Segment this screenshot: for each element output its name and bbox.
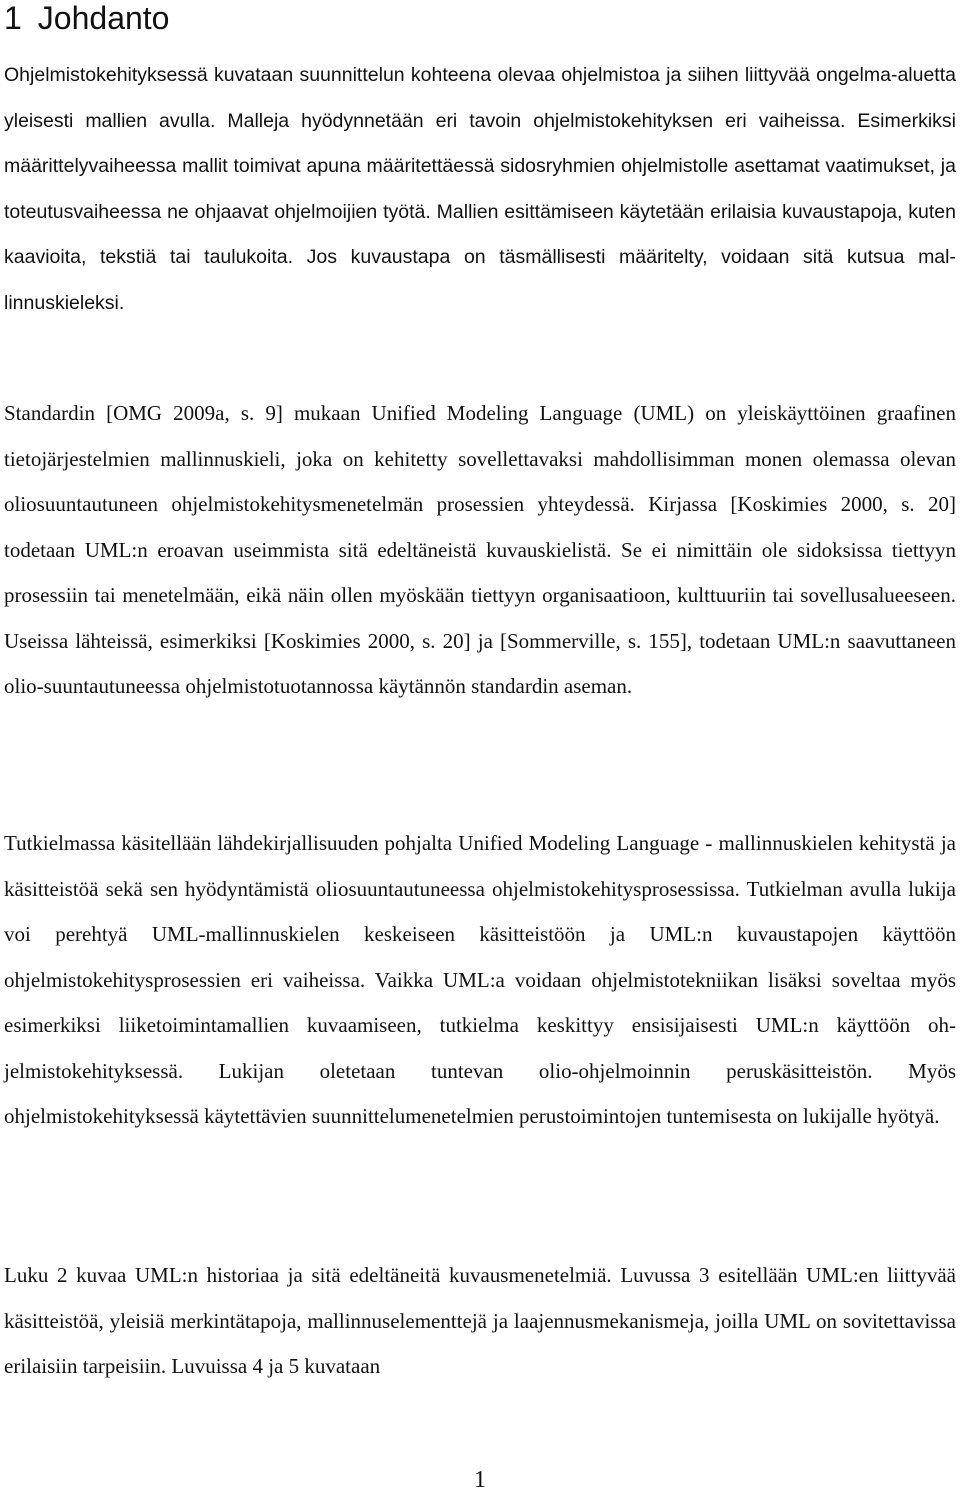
page-number: 1 <box>474 1467 486 1493</box>
paragraph-uml-standard: Standardin [OMG 2009a, s. 9] mukaan Unified Modeling Language (UML) on yleiskäyttöinen graafinen tietojärjestelmien mallinnuskieli, joka on kehitetty sovellettavaksi mahdollisimman monen olemassa olevan oliosuuntautuneen ohjelmistokehitysmenetelmän prosessien yhteydessä. Kirjassa [Koskimies 2000, s. 20] todetaan UML:n eroavan useimmista sitä edeltäneistä kuvauskielistä. Se ei nimittäin ole sidoksissa tiettyyn prosessiin tai menetelmään, eikä näin ollen myöskään tiettyyn organisaatioon, kulttuuriin tai sovellusalueeseen. Useissa lähteissä, esimerkiksi [Koskimies 2000, s. 20] ja [Sommerville, s. 155], todetaan UML:n saavuttaneen olio-suuntautuneessa ohjelmistotuotannossa käytännön standardin aseman. <box>4 401 956 698</box>
paragraph-thesis-scope: Tutkielmassa käsitellään lähdekirjallisuuden pohjalta Unified Modeling Language - mallinnuskielen kehitystä ja käsitteistöä sekä sen hyödyntämistä oliosuuntautuneessa ohjelmistokehitysprosessissa. Tutkielman avulla lukija voi perehtyä UML-mallinnuskielen keskeiseen käsitteistöön ja UML:n kuvaustapojen käyttöön ohjelmistokehitysprosessien eri vaiheissa. Vaikka UML:a voidaan ohjelmistotekniikan lisäksi soveltaa myös esimerkiksi liiketoimintamallien kuvaamiseen, tutkielma keskittyy ensisijaisesti UML:n käyttöön ohjelmistokehityksessä. Lukijan oletetaan tuntevan olio-ohjelmoinnin peruskäsitteistön. Myös ohjelmistokehityksessä käytettävien suunnittelumenetelmien perustoimintojen tuntemisesta on lukijalle hyötyä. <box>4 831 956 1128</box>
chapter-title: Johdanto <box>37 0 170 36</box>
chapter-heading <box>4 0 169 36</box>
chapter-number: 1 <box>4 0 22 36</box>
paragraph-chapter-outline: Luku 2 kuvaa UML:n historiaa ja sitä edeltäneitä kuvausmenetelmiä. Luvussa 3 esitellään UML:en liittyvää käsitteistöä, yleisiä merkintätapoja, mallinnuselementtejä ja laajennusmekanismeja, joilla UML on sovitettavissa erilaisiin tarpeisiin. Luvuissa 4 ja 5 kuvataan <box>4 1263 956 1378</box>
paragraph-intro: Ohjelmistokehityksessä kuvataan suunnittelun kohteena olevaa ohjelmistoa ja siihen liittyvää ongelma-aluetta yleisesti mallien avulla. Malleja hyödynnetään eri tavoin ohjelmistokehityksen eri vaiheissa. Esimerkiksi määrittelyvaiheessa mallit toimivat apuna määritettäessä sidosryhmien ohjelmistolle asettamat vaatimukset, ja toteutusvaiheessa ne ohjaavat ohjelmoijien työtä. Mallien esittämiseen käytetään erilaisia kuvaustapoja, kuten kaavioita, tekstiä tai taulukoita. Jos kuvaustapa on täsmällisesti määritelty, voidaan sitä kutsua mallinnuskieleksi. <box>4 64 956 314</box>
